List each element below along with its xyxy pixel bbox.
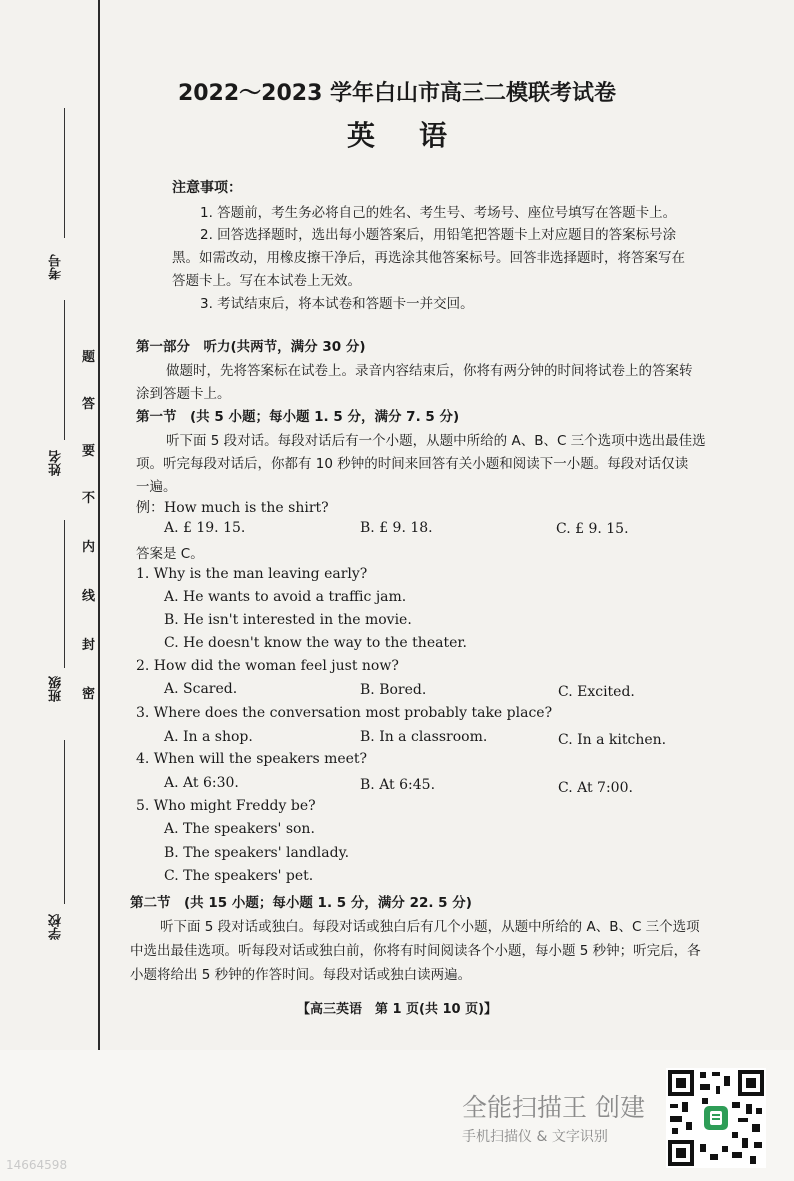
side-field-xingming: 姓名: [49, 450, 64, 476]
scanner-watermark-sub: 手机扫描仪 & 文字识别: [462, 1129, 608, 1145]
notice-item: 答题卡上。写在本试卷上无效。: [172, 273, 361, 289]
seal-char: 线: [82, 589, 96, 604]
side-underline: [64, 740, 65, 904]
side-field-xuexiao: 学校: [49, 914, 64, 940]
document-id: 14664598: [6, 1158, 68, 1172]
q3-option-c: C. In a kitchen.: [558, 732, 667, 748]
side-underline: [64, 300, 65, 440]
example-option-b: B. £ 9. 18.: [360, 520, 433, 536]
example-question: 例：How much is the shirt?: [136, 500, 329, 516]
part1-heading: 第一部分 听力(共两节，满分 30 分): [136, 339, 366, 355]
part1-intro: 涂到答题卡上。: [136, 386, 231, 402]
question-1: 1. Why is the man leaving early?: [136, 566, 368, 582]
side-field-banji: 班级: [49, 676, 64, 702]
notice-item: 黑。如需改动，用橡皮擦干净后，再选涂其他答案标号。回答非选择题时，将答案写在: [172, 250, 685, 266]
example-option-a: A. £ 19. 15.: [164, 520, 246, 536]
binding-line: [98, 0, 100, 1050]
side-field-kaohao: 考号: [49, 254, 64, 280]
seal-char: 题: [82, 350, 96, 365]
subject-title: 英语: [346, 119, 491, 152]
seal-char: 内: [82, 540, 96, 555]
q3-option-b: B. In a classroom.: [360, 729, 488, 745]
q1-option-a: A. He wants to avoid a traffic jam.: [164, 589, 407, 605]
q4-option-c: C. At 7:00.: [558, 780, 633, 796]
section1-instructions: 项。听完每段对话后，你都有 10 秒钟的时间来回答有关小题和阅读下一小题。每段对话仅读: [136, 456, 689, 472]
q4-option-a: A. At 6:30.: [164, 775, 239, 791]
section2-instructions: 中选出最佳选项。听每段对话或独白前，你将有时间阅读各个小题，每小题 5 秒钟；听完后，各: [130, 943, 701, 959]
example-answer: 答案是 C。: [136, 546, 204, 562]
question-3: 3. Where does the conversation most probably take place?: [136, 705, 553, 721]
q3-option-a: A. In a shop.: [164, 729, 253, 745]
question-5: 5. Who might Freddy be?: [136, 798, 316, 814]
q1-option-c: C. He doesn't know the way to the theater.: [164, 635, 467, 651]
part1-intro: 做题时，先将答案标在试卷上。录音内容结束后，你将有两分钟的时间将试卷上的答案转: [166, 363, 693, 379]
q1-option-b: B. He isn't interested in the movie.: [164, 612, 412, 628]
q2-option-a: A. Scared.: [164, 681, 238, 697]
seal-char: 封: [82, 638, 96, 653]
section2-heading: 第二节 (共 15 小题；每小题 1. 5 分，满分 22. 5 分): [130, 895, 472, 911]
notice-heading: 注意事项：: [172, 180, 242, 196]
q5-option-a: A. The speakers' son.: [164, 821, 315, 837]
qr-code-icon: [666, 1068, 766, 1168]
notice-item: 3. 考试结束后，将本试卷和答题卡一并交回。: [200, 296, 474, 312]
notice-item: 2. 回答选择题时，选出每小题答案后，用铅笔把答题卡上对应题目的答案标号涂: [200, 227, 677, 243]
section1-heading: 第一节 (共 5 小题；每小题 1. 5 分，满分 7. 5 分): [136, 409, 460, 425]
q5-option-b: B. The speakers' landlady.: [164, 845, 350, 861]
side-underline: [64, 520, 65, 668]
scanner-watermark: 全能扫描王 创建: [462, 1093, 645, 1122]
example-option-c: C. £ 9. 15.: [556, 521, 629, 537]
section1-instructions: 听下面 5 段对话。每段对话后有一个小题，从题中所给的 A、B、C 三个选项中选出最佳选: [166, 433, 706, 449]
section2-instructions: 小题将给出 5 秒钟的作答时间。每段对话或独白读两遍。: [130, 967, 472, 983]
exam-title: 2022～2023 学年白山市高三二模联考试卷: [177, 81, 617, 106]
notice-item: 1. 答题前，考生务必将自己的姓名、考生号、考场号、座位号填写在答题卡上。: [200, 205, 677, 221]
question-2: 2. How did the woman feel just now?: [136, 658, 399, 674]
section2-instructions: 听下面 5 段对话或独白。每段对话或独白后有几个小题，从题中所给的 A、B、C 三个选项: [160, 919, 700, 935]
page-footer: 【高三英语 第 1 页(共 10 页)】: [296, 1002, 498, 1017]
section1-instructions: 一遍。: [136, 479, 177, 495]
q5-option-c: C. The speakers' pet.: [164, 868, 314, 884]
seal-char: 密: [82, 687, 96, 702]
question-4: 4. When will the speakers meet?: [136, 751, 368, 767]
q2-option-c: C. Excited.: [558, 684, 635, 700]
seal-char: 不: [82, 491, 96, 506]
seal-char: 要: [82, 444, 96, 459]
q4-option-b: B. At 6:45.: [360, 777, 436, 793]
seal-char: 答: [82, 397, 96, 412]
q2-option-b: B. Bored.: [360, 682, 427, 698]
